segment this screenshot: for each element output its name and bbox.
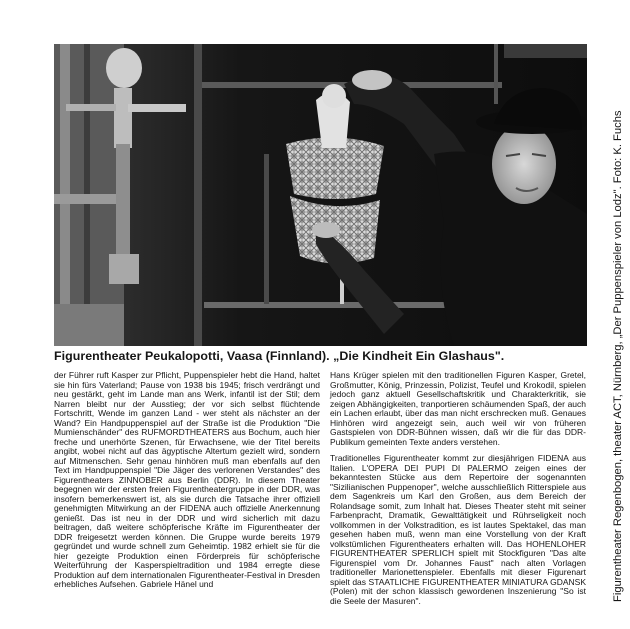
puppet-performer-photo-icon bbox=[54, 44, 587, 346]
article-column-right bbox=[330, 371, 586, 606]
article-column-left bbox=[54, 371, 320, 590]
article-paragraph: Hans Krüger spielen mit den traditionellen Figuren Kasper, Gretel, Großmutter, König, Prinzessin, Polizist, Teufel und Krokodil, spielen jedoch ganz aktuell Gesellschaftskritik und Charakterkritik, sie zeigen Abhängigkeiten, tranportieren schäumenden Spaß, der auch ein Lachen erlaubt, über das man nicht erschrecken muß. Genaues Hinhören wird angezeigt sein, auch weil wir von früheren Gastspielen von DDR-Bühnen wissen, daß wir die für das DDR-Publikum gemeinten Texte anders verstehen. bbox=[330, 370, 586, 447]
side-photo-credit: Figurentheater Regenbogen, theater ACT, Nürnberg, „Der Puppenspieler von Lodz". Foto: K. Fuchs bbox=[612, 110, 624, 602]
photo-caption: Figurentheater Peukalopotti, Vaasa (Finnland). „Die Kindheit Ein Glashaus". bbox=[54, 349, 505, 363]
article-paragraph: Traditionelles Figurentheater kommt zur diesjährigen FIDENA aus Italien. L'OPERA DEI PUPI DI PALERMO zeigen eines der bekanntesten Stücke aus dem Repertoire der sogenannten "Sizilianischen Puppenoper", welche ausschließlich Ritterspiele aus dem Sagenkreis um Karl den Großen, aus dem Bereich der Rolandsage somit, zum Inhalt hat. Dieses Theater steht mit seiner Farbenpracht, Dramatik, Gewalttätigkeit und Rührseligkeit noch vollkommen in der Volkstradition, es ist lautes Spektakel, das man gesehen haben muß, wenn man eine Vorstellung von der Kraft volkstümlichen Figurentheaters erhalten will. Das HOHENLOHER FIGURENTHEATER SPERLICH spielt mit Stockfiguren "Das alte Figurenspiel vom Dr. Johannes Faust" nach alten Vorlagen traditioneller Marionettenspieler. Ebenfalls mit dieser Figurenart spielt das STAATLICHE FIGURENTHEATER MINIATURA GDANSK (Polen) mit der schon klassisch gewordenen Inszenierung "So ist die Seele der Masuren". bbox=[330, 453, 586, 606]
article-paragraph: der Führer ruft Kasper zur Pflicht, Puppenspieler hebt die Hand, haltet sie hin fürs Vaterland; Pause von 1938 bis 1945; frisch verdrängt und neu gestärkt, geht im Lande man ans Werk, infantil ist der Stil; dem Narren bleibt nur der Ausstieg; der vor sich selbst flüchtende Fortschritt, Wende im ganzen Land - wer steht als nächster an der Wand? Ein Handpuppenspiel auf der Straße ist die Produktion "Die Mumienschänder" des RUFMORDTHEATERS aus Bochum, auch hier freche und unerhörte Szenen, für Erwachsene, wie der Titel bereits angibt, wobei nicht auf das ägyptische Altertum gezielt wird, sondern auf Mitmenschen. Sehr genau hinhören muß man ebenfalls auf den Text im Handpuppenspiel "Die Jäger des verlorenen Verstandes" des Figurentheaters ZINNOBER aus Berlin (DDR). In diesem Theater begegnen wir der ersten freien Figurentheatergruppe in der DDR, was insofern bemerkenswert ist, als sie durch die Tatsache ihrer offiziell genehmigten Mitwirkung an der FIDENA auch offizielle Anerkennung genießt. Das ist neu in der DDR und wird sicherlich mit dazu beitragen, daß weitere schöpferische Kräfte im Figurentheater der DDR freigesetzt werden können. Die Gruppe wurde bereits 1979 gegründet und wurde schnell zum Geheimtip. 1982 erhielt sie für die hier gezeigte Produktion einen Förderpreis für schöpferische Weiterführung der Kasperspieltradition und 1984 erregte diese Produktion auf dem internationalen Figurentheater-Festival in Dresden erhebliches Aufsehen. Gabriele Hänel und bbox=[54, 370, 320, 589]
puppet-performance-photo bbox=[54, 44, 587, 346]
